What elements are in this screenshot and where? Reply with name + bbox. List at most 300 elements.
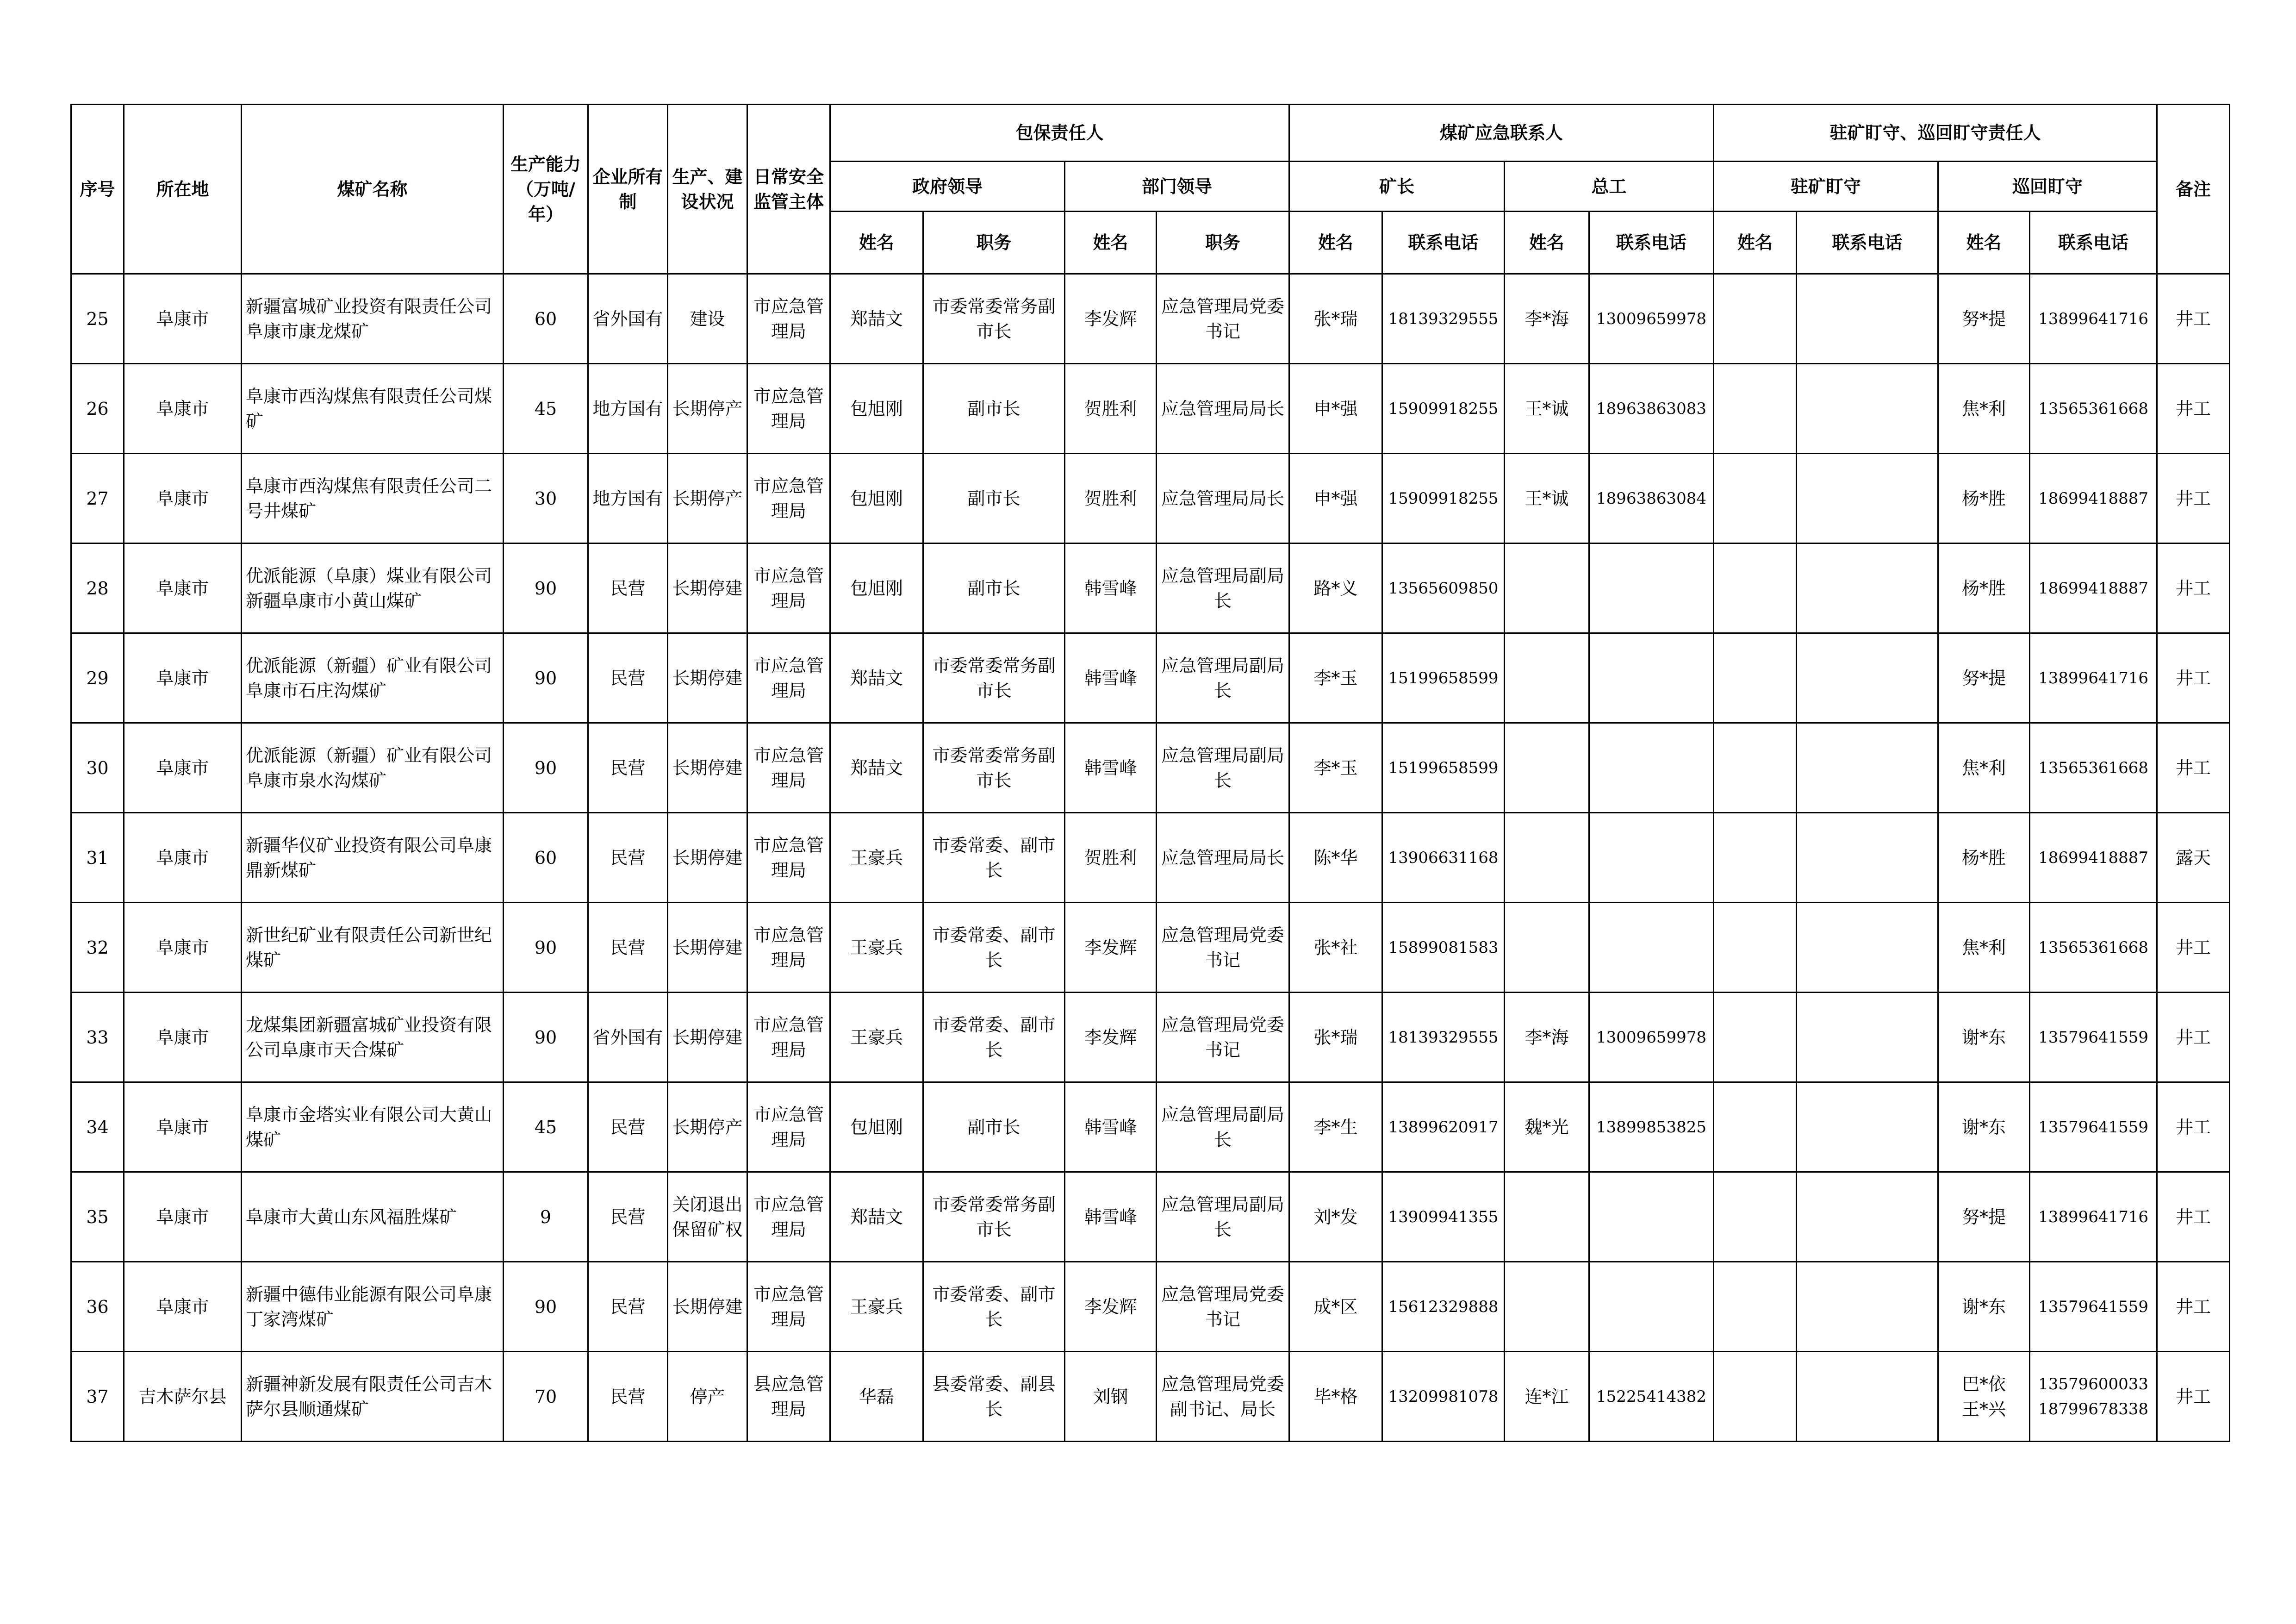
coal-mine-responsibility-table	[70, 104, 2230, 1442]
cell-status: 长期停建	[668, 1262, 747, 1352]
cell-dept-leader-position: 应急管理局副局长	[1157, 543, 1289, 633]
cell-mine-name: 阜康市西沟煤焦有限责任公司二号井煤矿	[242, 454, 504, 543]
cell-patrol-name	[1938, 1352, 2030, 1442]
cell-patrol-name: 谢*东	[1938, 1262, 2030, 1352]
cell-gov-leader-name: 包旭刚	[830, 1082, 923, 1172]
cell-mine-name: 新疆富城矿业投资有限责任公司阜康市康龙煤矿	[242, 274, 504, 364]
cell-location: 阜康市	[124, 274, 242, 364]
cell-seq: 30	[71, 723, 124, 813]
cell-supervisor: 市应急管理局	[747, 633, 830, 723]
cell-capacity: 90	[504, 543, 588, 633]
cell-status: 长期停产	[668, 364, 747, 454]
cell-status: 长期停建	[668, 813, 747, 903]
cell-seq: 26	[71, 364, 124, 454]
cell-status: 长期停建	[668, 723, 747, 813]
header-phone: 联系电话	[1382, 212, 1505, 274]
cell-supervisor: 市应急管理局	[747, 364, 830, 454]
cell-patrol-phone: 13899641716	[2030, 633, 2157, 723]
cell-patrol-name: 努*提	[1938, 1172, 2030, 1262]
cell-ownership: 地方国有	[588, 364, 668, 454]
cell-gov-leader-name: 郑喆文	[830, 274, 923, 364]
header-name: 姓名	[1938, 212, 2030, 274]
cell-gov-leader-position: 市委常委常务副市长	[923, 723, 1065, 813]
cell-resident-name	[1714, 723, 1797, 813]
cell-patrol-phone: 18699418887	[2030, 454, 2157, 543]
cell-dept-leader-position: 应急管理局局长	[1157, 813, 1289, 903]
cell-patrol-phone: 13899641716	[2030, 1172, 2157, 1262]
cell-location: 吉木萨尔县	[124, 1352, 242, 1442]
cell-seq: 32	[71, 903, 124, 993]
cell-mine-head-phone: 13565609850	[1382, 543, 1505, 633]
header-onsite: 驻矿盯守、巡回盯守责任人	[1714, 105, 2157, 162]
cell-mine-head-phone: 18139329555	[1382, 274, 1505, 364]
cell-mine-head-phone: 15199658599	[1382, 723, 1505, 813]
cell-mine-name: 新疆中德伟业能源有限公司阜康丁家湾煤矿	[242, 1262, 504, 1352]
cell-mine-head-phone: 13909941355	[1382, 1172, 1505, 1262]
cell-patrol-name: 谢*东	[1938, 993, 2030, 1082]
cell-resident-phone	[1797, 633, 1938, 723]
cell-gov-leader-name: 郑喆文	[830, 633, 923, 723]
header-supervisor: 日常安全监管主体	[747, 105, 830, 274]
cell-gov-leader-name: 王豪兵	[830, 1262, 923, 1352]
cell-ownership: 民营	[588, 1172, 668, 1262]
cell-mine-head-name: 张*瑞	[1289, 993, 1382, 1082]
cell-capacity: 90	[504, 723, 588, 813]
cell-resident-name	[1714, 993, 1797, 1082]
header-mine-name: 煤矿名称	[242, 105, 504, 274]
cell-chief-engineer-name: 李*海	[1505, 993, 1589, 1082]
cell-gov-leader-position: 市委常委、副市长	[923, 903, 1065, 993]
cell-dept-leader-position: 应急管理局副局长	[1157, 723, 1289, 813]
cell-mine-name: 优派能源（新疆）矿业有限公司阜康市泉水沟煤矿	[242, 723, 504, 813]
header-chief-engineer: 总工	[1505, 162, 1714, 212]
cell-mine-name: 阜康市大黄山东风福胜煤矿	[242, 1172, 504, 1262]
stacked-line: 王*兴	[1962, 1399, 2006, 1419]
table-row	[71, 1352, 2230, 1442]
header-status: 生产、建设状况	[668, 105, 747, 274]
cell-dept-leader-name: 韩雪峰	[1065, 1082, 1157, 1172]
cell-seq: 27	[71, 454, 124, 543]
cell-patrol-phone	[2030, 1352, 2157, 1442]
table-row	[71, 993, 2230, 1082]
cell-ownership: 民营	[588, 1352, 668, 1442]
cell-ownership: 民营	[588, 723, 668, 813]
cell-remark: 井工	[2157, 454, 2230, 543]
table-row	[71, 274, 2230, 364]
cell-mine-head-name: 张*瑞	[1289, 274, 1382, 364]
cell-chief-engineer-name	[1505, 1262, 1589, 1352]
cell-gov-leader-name: 郑喆文	[830, 1172, 923, 1262]
cell-supervisor: 县应急管理局	[747, 1352, 830, 1442]
cell-patrol-name: 杨*胜	[1938, 543, 2030, 633]
cell-chief-engineer-name: 王*诚	[1505, 364, 1589, 454]
cell-location: 阜康市	[124, 543, 242, 633]
cell-chief-engineer-name	[1505, 723, 1589, 813]
cell-supervisor: 市应急管理局	[747, 813, 830, 903]
cell-ownership: 省外国有	[588, 993, 668, 1082]
table-row	[71, 543, 2230, 633]
cell-gov-leader-name: 郑喆文	[830, 723, 923, 813]
cell-status: 长期停建	[668, 903, 747, 993]
cell-mine-head-name: 路*义	[1289, 543, 1382, 633]
cell-chief-engineer-phone	[1589, 633, 1714, 723]
cell-resident-name	[1714, 364, 1797, 454]
cell-capacity: 90	[504, 993, 588, 1082]
cell-mine-name: 优派能源（阜康）煤业有限公司新疆阜康市小黄山煤矿	[242, 543, 504, 633]
cell-mine-name: 龙煤集团新疆富城矿业投资有限公司阜康市天合煤矿	[242, 993, 504, 1082]
cell-resident-phone	[1797, 1352, 1938, 1442]
cell-seq: 29	[71, 633, 124, 723]
cell-remark: 井工	[2157, 364, 2230, 454]
table-row	[71, 1262, 2230, 1352]
stacked-line: 巴*依	[1962, 1374, 2006, 1394]
cell-resident-name	[1714, 1082, 1797, 1172]
cell-mine-head-name: 成*区	[1289, 1262, 1382, 1352]
cell-chief-engineer-name: 连*江	[1505, 1352, 1589, 1442]
cell-remark: 井工	[2157, 1172, 2230, 1262]
cell-location: 阜康市	[124, 364, 242, 454]
cell-dept-leader-position: 应急管理局局长	[1157, 364, 1289, 454]
cell-ownership: 民营	[588, 903, 668, 993]
cell-dept-leader-name: 刘钢	[1065, 1352, 1157, 1442]
cell-seq: 35	[71, 1172, 124, 1262]
cell-gov-leader-position: 副市长	[923, 543, 1065, 633]
cell-chief-engineer-phone	[1589, 723, 1714, 813]
header-resident: 驻矿盯守	[1714, 162, 1938, 212]
cell-chief-engineer-phone	[1589, 1262, 1714, 1352]
cell-resident-phone	[1797, 813, 1938, 903]
cell-location: 阜康市	[124, 633, 242, 723]
cell-ownership: 地方国有	[588, 454, 668, 543]
cell-resident-name	[1714, 274, 1797, 364]
header-phone: 联系电话	[1589, 212, 1714, 274]
cell-patrol-name: 努*提	[1938, 274, 2030, 364]
header-baobao: 包保责任人	[830, 105, 1289, 162]
cell-gov-leader-name: 王豪兵	[830, 813, 923, 903]
cell-seq: 28	[71, 543, 124, 633]
cell-ownership: 民营	[588, 1262, 668, 1352]
cell-dept-leader-position: 应急管理局党委书记	[1157, 274, 1289, 364]
cell-remark: 露天	[2157, 813, 2230, 903]
cell-mine-head-phone: 18139329555	[1382, 993, 1505, 1082]
cell-patrol-name: 焦*利	[1938, 903, 2030, 993]
header-seq: 序号	[71, 105, 124, 274]
cell-mine-head-phone: 13906631168	[1382, 813, 1505, 903]
cell-chief-engineer-phone: 13009659978	[1589, 993, 1714, 1082]
cell-resident-phone	[1797, 364, 1938, 454]
cell-resident-phone	[1797, 903, 1938, 993]
header-dept-leader: 部门领导	[1065, 162, 1289, 212]
cell-dept-leader-name: 李发辉	[1065, 274, 1157, 364]
cell-remark: 井工	[2157, 1352, 2230, 1442]
cell-chief-engineer-name	[1505, 813, 1589, 903]
cell-resident-phone	[1797, 454, 1938, 543]
cell-mine-head-phone: 15909918255	[1382, 364, 1505, 454]
cell-mine-head-phone: 15909918255	[1382, 454, 1505, 543]
cell-mine-head-name: 申*强	[1289, 364, 1382, 454]
cell-supervisor: 市应急管理局	[747, 993, 830, 1082]
cell-resident-name	[1714, 1262, 1797, 1352]
header-patrol: 巡回盯守	[1938, 162, 2157, 212]
stacked-line: 18799678338	[2038, 1399, 2149, 1418]
table-row	[71, 813, 2230, 903]
cell-chief-engineer-name: 魏*光	[1505, 1082, 1589, 1172]
cell-mine-head-name: 毕*格	[1289, 1352, 1382, 1442]
cell-mine-head-phone: 13899620917	[1382, 1082, 1505, 1172]
cell-gov-leader-position: 市委常委、副市长	[923, 813, 1065, 903]
cell-chief-engineer-phone	[1589, 1172, 1714, 1262]
cell-dept-leader-name: 贺胜利	[1065, 813, 1157, 903]
cell-chief-engineer-phone: 18963863083	[1589, 364, 1714, 454]
cell-gov-leader-name: 包旭刚	[830, 454, 923, 543]
cell-dept-leader-name: 李发辉	[1065, 993, 1157, 1082]
cell-remark: 井工	[2157, 543, 2230, 633]
cell-supervisor: 市应急管理局	[747, 723, 830, 813]
cell-supervisor: 市应急管理局	[747, 1172, 830, 1262]
cell-resident-phone	[1797, 543, 1938, 633]
cell-capacity: 60	[504, 274, 588, 364]
cell-dept-leader-position: 应急管理局党委书记	[1157, 1262, 1289, 1352]
cell-mine-head-name: 申*强	[1289, 454, 1382, 543]
cell-dept-leader-name: 李发辉	[1065, 903, 1157, 993]
cell-dept-leader-name: 韩雪峰	[1065, 723, 1157, 813]
cell-resident-phone	[1797, 993, 1938, 1082]
cell-chief-engineer-phone	[1589, 543, 1714, 633]
stacked-line: 13579600033	[2038, 1374, 2149, 1393]
cell-patrol-phone: 18699418887	[2030, 813, 2157, 903]
table-row	[71, 364, 2230, 454]
cell-resident-name	[1714, 1172, 1797, 1262]
cell-location: 阜康市	[124, 1082, 242, 1172]
cell-dept-leader-name: 韩雪峰	[1065, 633, 1157, 723]
cell-gov-leader-position: 市委常委常务副市长	[923, 633, 1065, 723]
cell-resident-phone	[1797, 274, 1938, 364]
cell-mine-head-phone: 15612329888	[1382, 1262, 1505, 1352]
header-position: 职务	[923, 212, 1065, 274]
header-name: 姓名	[1505, 212, 1589, 274]
header-mine-head: 矿长	[1289, 162, 1505, 212]
cell-capacity: 90	[504, 903, 588, 993]
cell-chief-engineer-phone: 13009659978	[1589, 274, 1714, 364]
cell-patrol-phone: 13579641559	[2030, 1262, 2157, 1352]
cell-patrol-phone: 13899641716	[2030, 274, 2157, 364]
header-capacity: 生产能力（万吨/年）	[504, 105, 588, 274]
cell-chief-engineer-name: 李*海	[1505, 274, 1589, 364]
cell-location: 阜康市	[124, 454, 242, 543]
cell-capacity: 90	[504, 1262, 588, 1352]
header-name: 姓名	[1065, 212, 1157, 274]
header-emergency: 煤矿应急联系人	[1289, 105, 1714, 162]
header-gov-leader: 政府领导	[830, 162, 1065, 212]
cell-resident-name	[1714, 1352, 1797, 1442]
cell-supervisor: 市应急管理局	[747, 903, 830, 993]
cell-remark: 井工	[2157, 993, 2230, 1082]
cell-status: 长期停建	[668, 543, 747, 633]
cell-patrol-name: 努*提	[1938, 633, 2030, 723]
cell-resident-phone	[1797, 723, 1938, 813]
cell-seq: 36	[71, 1262, 124, 1352]
cell-patrol-name: 焦*利	[1938, 364, 2030, 454]
cell-dept-leader-name: 贺胜利	[1065, 454, 1157, 543]
cell-chief-engineer-name	[1505, 1172, 1589, 1262]
cell-patrol-phone: 13565361668	[2030, 903, 2157, 993]
cell-status: 长期停产	[668, 454, 747, 543]
header-location: 所在地	[124, 105, 242, 274]
cell-chief-engineer-name	[1505, 903, 1589, 993]
cell-ownership: 省外国有	[588, 274, 668, 364]
cell-remark: 井工	[2157, 1262, 2230, 1352]
cell-mine-head-name: 刘*发	[1289, 1172, 1382, 1262]
cell-gov-leader-position: 副市长	[923, 454, 1065, 543]
cell-chief-engineer-phone: 18963863084	[1589, 454, 1714, 543]
cell-supervisor: 市应急管理局	[747, 274, 830, 364]
cell-dept-leader-position: 应急管理局副局长	[1157, 633, 1289, 723]
cell-location: 阜康市	[124, 993, 242, 1082]
cell-gov-leader-position: 市委常委常务副市长	[923, 274, 1065, 364]
header-ownership: 企业所有制	[588, 105, 668, 274]
cell-resident-name	[1714, 903, 1797, 993]
cell-capacity: 45	[504, 364, 588, 454]
cell-mine-head-name: 张*社	[1289, 903, 1382, 993]
cell-status: 长期停建	[668, 633, 747, 723]
cell-remark: 井工	[2157, 903, 2230, 993]
cell-status: 长期停建	[668, 993, 747, 1082]
cell-status: 停产	[668, 1352, 747, 1442]
cell-dept-leader-name: 李发辉	[1065, 1262, 1157, 1352]
cell-mine-head-name: 李*玉	[1289, 723, 1382, 813]
cell-patrol-phone: 18699418887	[2030, 543, 2157, 633]
cell-supervisor: 市应急管理局	[747, 1262, 830, 1352]
cell-remark: 井工	[2157, 633, 2230, 723]
cell-patrol-phone: 13565361668	[2030, 723, 2157, 813]
cell-ownership: 民营	[588, 543, 668, 633]
cell-chief-engineer-phone: 13899853825	[1589, 1082, 1714, 1172]
cell-chief-engineer-name	[1505, 633, 1589, 723]
cell-status: 长期停产	[668, 1082, 747, 1172]
cell-patrol-name: 焦*利	[1938, 723, 2030, 813]
cell-gov-leader-name: 王豪兵	[830, 903, 923, 993]
cell-location: 阜康市	[124, 813, 242, 903]
cell-gov-leader-name: 华磊	[830, 1352, 923, 1442]
cell-seq: 34	[71, 1082, 124, 1172]
cell-gov-leader-name: 包旭刚	[830, 543, 923, 633]
cell-mine-name: 新疆神新发展有限责任公司吉木萨尔县顺通煤矿	[242, 1352, 504, 1442]
cell-patrol-name: 杨*胜	[1938, 813, 2030, 903]
cell-gov-leader-position: 副市长	[923, 364, 1065, 454]
cell-seq: 33	[71, 993, 124, 1082]
cell-dept-leader-position: 应急管理局副局长	[1157, 1172, 1289, 1262]
cell-dept-leader-name: 韩雪峰	[1065, 543, 1157, 633]
cell-mine-head-phone: 13209981078	[1382, 1352, 1505, 1442]
cell-dept-leader-position: 应急管理局党委书记	[1157, 993, 1289, 1082]
header-name: 姓名	[1714, 212, 1797, 274]
cell-resident-name	[1714, 543, 1797, 633]
table-body	[71, 274, 2230, 1442]
cell-chief-engineer-name	[1505, 543, 1589, 633]
cell-mine-head-name: 李*生	[1289, 1082, 1382, 1172]
cell-mine-name: 新世纪矿业有限责任公司新世纪煤矿	[242, 903, 504, 993]
cell-supervisor: 市应急管理局	[747, 543, 830, 633]
table-row	[71, 903, 2230, 993]
cell-mine-name: 优派能源（新疆）矿业有限公司阜康市石庄沟煤矿	[242, 633, 504, 723]
cell-chief-engineer-phone	[1589, 903, 1714, 993]
cell-mine-name: 新疆华仪矿业投资有限公司阜康鼎新煤矿	[242, 813, 504, 903]
cell-ownership: 民营	[588, 633, 668, 723]
table-row	[71, 723, 2230, 813]
cell-resident-name	[1714, 454, 1797, 543]
header-name: 姓名	[830, 212, 923, 274]
cell-mine-name: 阜康市金塔实业有限公司大黄山煤矿	[242, 1082, 504, 1172]
cell-gov-leader-name: 王豪兵	[830, 993, 923, 1082]
cell-resident-phone	[1797, 1082, 1938, 1172]
cell-mine-head-name: 李*玉	[1289, 633, 1382, 723]
cell-capacity: 90	[504, 633, 588, 723]
cell-resident-name	[1714, 813, 1797, 903]
table-row	[71, 454, 2230, 543]
cell-dept-leader-position: 应急管理局局长	[1157, 454, 1289, 543]
cell-mine-name: 阜康市西沟煤焦有限责任公司煤矿	[242, 364, 504, 454]
cell-location: 阜康市	[124, 903, 242, 993]
cell-gov-leader-position: 市委常委、副市长	[923, 1262, 1065, 1352]
cell-gov-leader-position: 市委常委、副市长	[923, 993, 1065, 1082]
cell-ownership: 民营	[588, 813, 668, 903]
cell-chief-engineer-phone	[1589, 813, 1714, 903]
cell-capacity: 60	[504, 813, 588, 903]
cell-resident-phone	[1797, 1262, 1938, 1352]
cell-remark: 井工	[2157, 274, 2230, 364]
cell-mine-head-phone: 15899081583	[1382, 903, 1505, 993]
table-row	[71, 633, 2230, 723]
cell-dept-leader-position: 应急管理局党委副书记、局长	[1157, 1352, 1289, 1442]
cell-dept-leader-name: 韩雪峰	[1065, 1172, 1157, 1262]
header-position: 职务	[1157, 212, 1289, 274]
cell-patrol-phone: 13565361668	[2030, 364, 2157, 454]
cell-chief-engineer-phone: 15225414382	[1589, 1352, 1714, 1442]
cell-seq: 37	[71, 1352, 124, 1442]
cell-patrol-phone: 13579641559	[2030, 1082, 2157, 1172]
cell-location: 阜康市	[124, 723, 242, 813]
table-header	[71, 105, 2230, 274]
cell-capacity: 70	[504, 1352, 588, 1442]
cell-resident-name	[1714, 633, 1797, 723]
cell-gov-leader-position: 副市长	[923, 1082, 1065, 1172]
cell-remark: 井工	[2157, 1082, 2230, 1172]
cell-location: 阜康市	[124, 1262, 242, 1352]
cell-patrol-name: 谢*东	[1938, 1082, 2030, 1172]
cell-seq: 25	[71, 274, 124, 364]
cell-capacity: 9	[504, 1172, 588, 1262]
cell-resident-phone	[1797, 1172, 1938, 1262]
cell-dept-leader-position: 应急管理局副局长	[1157, 1082, 1289, 1172]
cell-dept-leader-name: 贺胜利	[1065, 364, 1157, 454]
cell-gov-leader-position: 县委常委、副县长	[923, 1352, 1065, 1442]
cell-gov-leader-name: 包旭刚	[830, 364, 923, 454]
cell-supervisor: 市应急管理局	[747, 1082, 830, 1172]
cell-patrol-phone: 13579641559	[2030, 993, 2157, 1082]
cell-remark: 井工	[2157, 723, 2230, 813]
cell-dept-leader-position: 应急管理局党委书记	[1157, 903, 1289, 993]
cell-patrol-name: 杨*胜	[1938, 454, 2030, 543]
cell-supervisor: 市应急管理局	[747, 454, 830, 543]
cell-status: 建设	[668, 274, 747, 364]
cell-chief-engineer-name: 王*诚	[1505, 454, 1589, 543]
cell-mine-head-phone: 15199658599	[1382, 633, 1505, 723]
cell-capacity: 30	[504, 454, 588, 543]
header-phone: 联系电话	[2030, 212, 2157, 274]
header-name: 姓名	[1289, 212, 1382, 274]
table-row	[71, 1172, 2230, 1262]
header-phone: 联系电话	[1797, 212, 1938, 274]
